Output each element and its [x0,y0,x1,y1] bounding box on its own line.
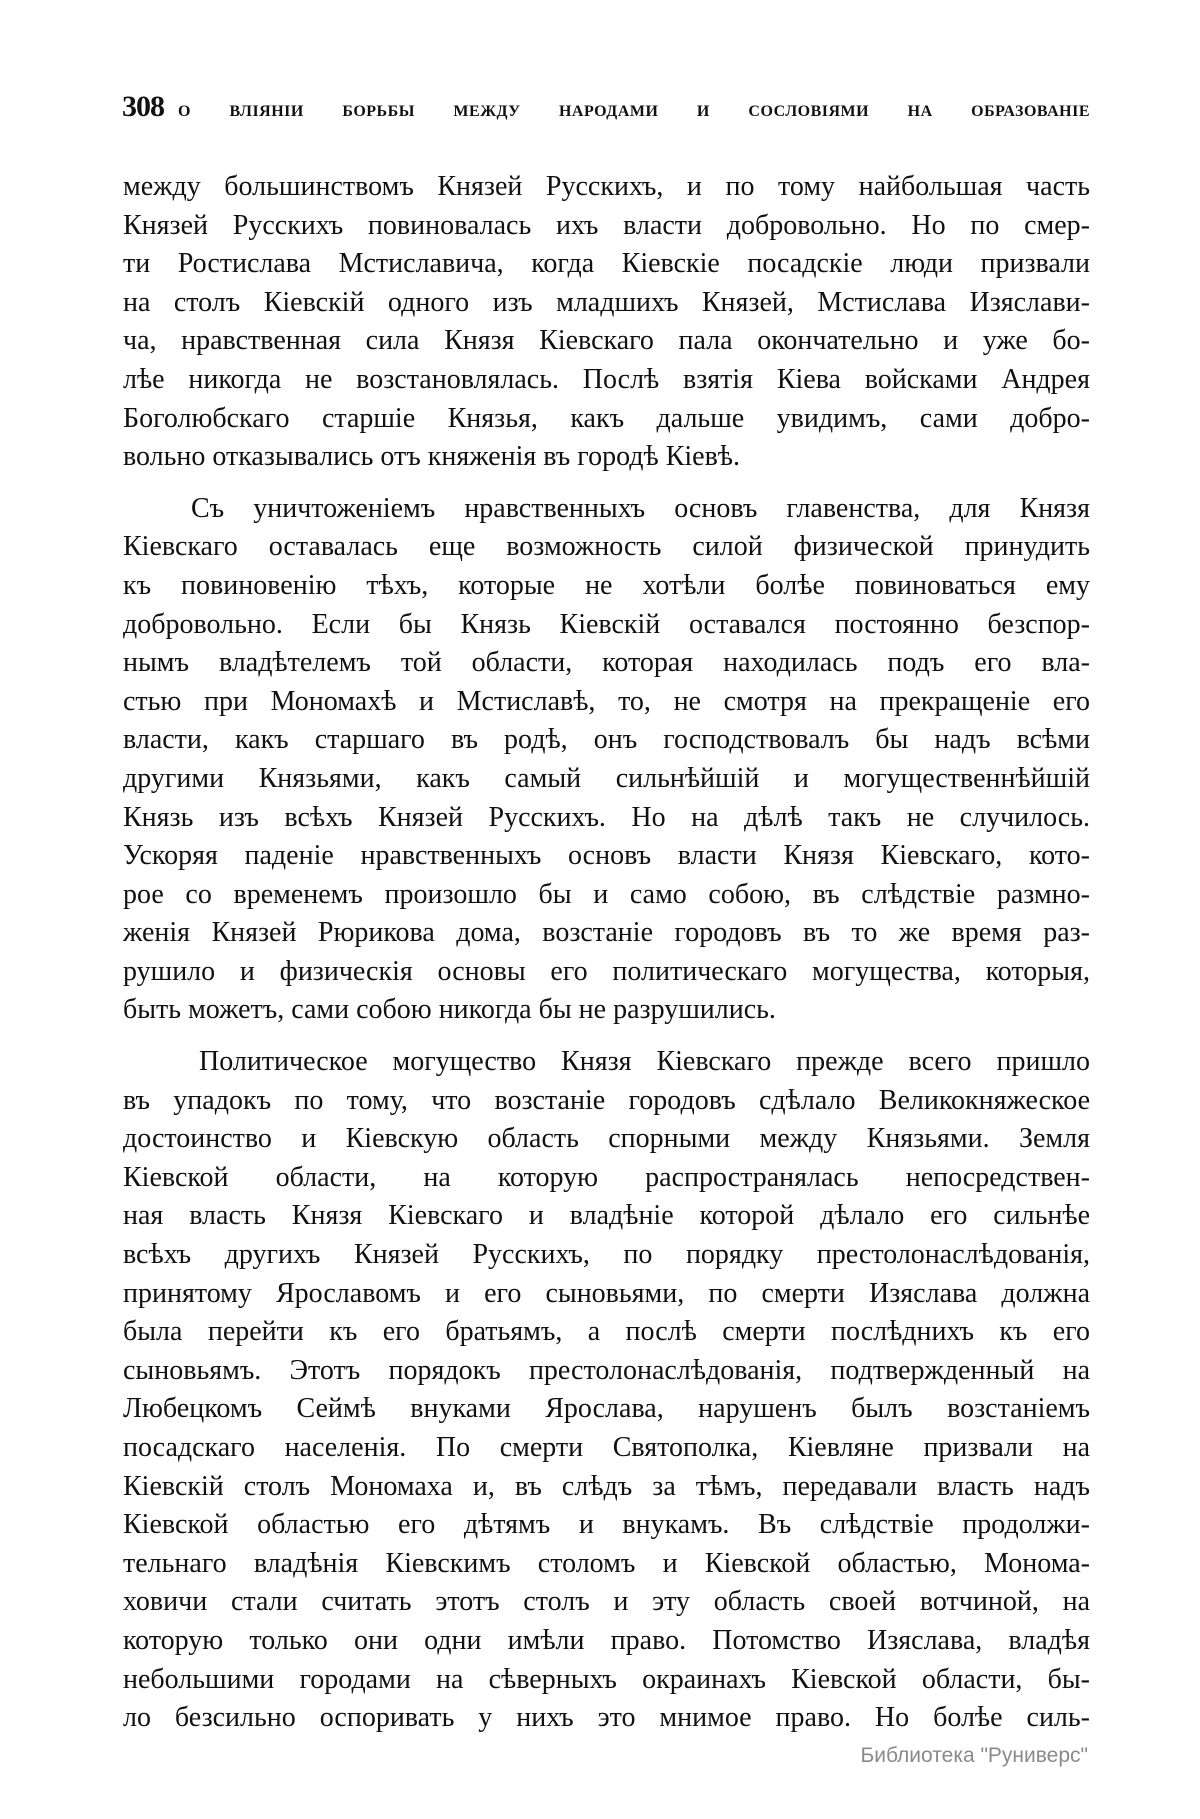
text-line: была перейти къ его братьямъ, а послѣ смерти послѣднихъ къ его [123,1316,1090,1348]
text-line: Князь изъ всѣхъ Князей Русскихъ. Но на дѣлѣ такъ не случилось. [123,801,1090,833]
text-line: въ упадокъ по тому, что возстаніе городовъ сдѣлало Великокняжеское [123,1084,1090,1116]
text-line: Политическое могущество Князя Кіевскаго прежде всего пришло [199,1046,1090,1078]
text-line: которую только они одни имѣли право. Потомство Изяслава, владѣя [123,1624,1090,1656]
text-line: Кіевской областью его дѣтямъ и внукамъ. Въ слѣдствіе продолжи- [123,1509,1090,1541]
page-number: 308 [122,90,164,123]
text-line: другими Князьями, какъ самый сильнѣйшій и могущественнѣйшій [123,762,1090,794]
text-line: рое со временемъ произошло бы и само собою, въ слѣдствіе размно- [123,878,1090,910]
text-line: Кіевскій столъ Мономаха и, въ слѣдъ за тѣмъ, передавали власть надъ [123,1470,1090,1502]
text-line: принятому Ярославомъ и его сыновьями, по смерти Изяслава должна [123,1277,1090,1309]
text-line: Любецкомъ Сеймѣ внуками Ярослава, нарушенъ былъ возстаніемъ [123,1393,1090,1425]
text-line: посадскаго населенія. По смерти Святополка, Кіевляне призвали на [123,1432,1090,1463]
text-line: къ повиновенію тѣхъ, которые не хотѣли болѣе повиноваться ему [123,569,1090,601]
running-title: О ВЛІЯНІИ БОРЬБЫ МЕЖДУ НАРОДАМИ И СОСЛОВІЯМИ НА ОБРАЗОВАНІЕ [178,103,1090,120]
library-watermark: Библиотека "Руниверс" [860,1744,1088,1767]
text-line: на столъ Кіевскій одного изъ младшихъ Князей, Мстислава Изяслави- [123,286,1090,318]
text-line: сыновьямъ. Этотъ порядокъ престолонаслѣдованія, подтвержденный на [123,1354,1090,1386]
text-line: быть можетъ, сами собою никогда бы не разрушились. [123,994,776,1026]
text-line: Ускоряя паденіе нравственныхъ основъ власти Князя Кіевскаго, кото- [123,840,1090,872]
paragraph [123,1043,1090,1738]
text-line: ти Ростислава Мстиславича, когда Кіевскіе посадскіе люди призвали [123,248,1090,280]
text-line: женія Князей Рюрикова дома, возстаніе городовъ въ то же время раз- [123,917,1090,949]
text-line: нымъ владѣтелемъ той области, которая находилась подъ его вла- [123,647,1090,679]
text-line: достоинство и Кіевскую область спорными между Князьями. Земля [123,1123,1090,1155]
text-line: ховичи стали считать этотъ столъ и эту область своей вотчиной, на [123,1586,1090,1618]
text-line: Боголюбскаго старшіе Князья, какъ дальше увидимъ, сами добро- [123,402,1090,434]
text-line: рушило и физическія основы его политическаго могущества, которыя, [123,955,1090,987]
text-line: Съ уничтоженіемъ нравственныхъ основъ главенства, для Князя [191,492,1090,524]
text-line: добровольно. Если бы Князь Кіевскій оставался постоянно безспор- [123,608,1090,640]
text-line: тельнаго владѣнія Кіевскимъ столомъ и Кіевской областью, Монома- [123,1547,1090,1579]
text-line: Кіевскаго оставалась еще возможность силой физической принудить [123,531,1090,563]
text-line: лѣе никогда не возстановлялась. Послѣ взятія Кіева войсками Андрея [123,363,1090,395]
text-line: всѣхъ другихъ Князей Русскихъ, по порядку престолонаслѣдованія, [123,1239,1090,1271]
text-line: вольно отказывались отъ княженія въ городѣ Кіевѣ. [123,441,741,473]
running-header [122,90,1090,126]
body-text [123,168,1090,1751]
text-line: Князей Русскихъ повиновалась ихъ власти добровольно. Но по смер- [123,209,1090,241]
text-line: небольшими городами на сѣверныхъ окраинахъ Кіевской области, бы- [123,1663,1090,1695]
text-line: ча, нравственная сила Князя Кіевскаго пала окончательно и уже бо- [123,325,1090,357]
text-line: власти, какъ старшаго въ родѣ, онъ господствовалъ бы надъ всѣми [123,724,1090,756]
text-line: ло безсильно оспоривать у нихъ это мнимое право. Но болѣе силь- [123,1702,1090,1734]
text-line: Кіевской области, на которую распространялась непосредствен- [123,1161,1090,1193]
paragraph [123,490,1090,1030]
text-line: ная власть Князя Кіевскаго и владѣніе которой дѣлало его сильнѣе [123,1200,1090,1232]
text-line: между большинствомъ Князей Русскихъ, и по тому найбольшая часть [123,171,1090,202]
text-line: стью при Мономахѣ и Мстиславѣ, то, не смотря на прекращеніе его [123,685,1090,717]
paragraph [123,168,1090,477]
